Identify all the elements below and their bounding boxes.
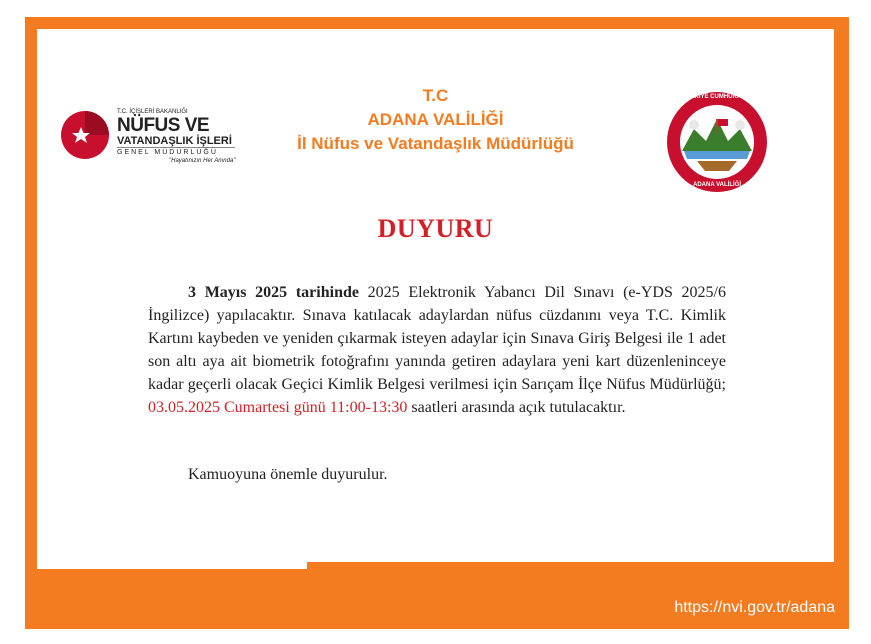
adana-valiligi-seal bbox=[664, 89, 770, 195]
seal-top-text: TÜRKİYE CUMHURİYETİ bbox=[682, 94, 752, 100]
header-tc: T.C bbox=[422, 86, 449, 105]
announcement-date: 3 Mayıs 2025 tarihinde bbox=[188, 284, 359, 301]
logo-slogan: "Hayatınızın Her Anında" bbox=[169, 158, 236, 164]
footer-white-strip bbox=[37, 557, 307, 569]
orange-frame bbox=[25, 17, 849, 629]
adana-seal-icon bbox=[664, 89, 770, 195]
announcement-panel bbox=[37, 29, 834, 562]
seal-bottom-text: ADANA VALİLİĞİ bbox=[693, 182, 741, 188]
announcement-paragraph bbox=[148, 281, 726, 419]
announcement-title: DUYURU bbox=[377, 214, 494, 243]
header-directorate: İl Nüfus ve Vatandaşlık Müdürlüğü bbox=[297, 134, 574, 153]
announcement-highlight: 03.05.2025 Cumartesi günü 11:00-13:30 bbox=[148, 399, 408, 416]
logo-name-2: VATANDAŞLIK İŞLERİ bbox=[117, 135, 232, 147]
announcement-text-2: saatleri arasında açık tutulacaktır. bbox=[407, 399, 626, 416]
footer-url[interactable]: https://nvi.gov.tr/adana bbox=[674, 599, 835, 616]
closing-text: Kamuoyuna önemle duyurulur. bbox=[188, 466, 388, 483]
logo-name-1: NÜFUS VE bbox=[117, 115, 210, 136]
logo-ministry: T.C. İÇİŞLERİ BAKANLIĞI bbox=[117, 109, 188, 115]
logo-name-3: GENEL MÜDÜRLÜĞÜ bbox=[117, 147, 235, 157]
announcement-text-1: 2025 Elektronik Yabancı Dil Sınavı (e-YDS 2025/6 İngilizce) yapılacaktır. Sınava katılacak adaylardan nüfus cüzdanını veya T.C. Kimlik Kartını kaybeden ve yeniden çıkarmak isteyen adaylar için Sınava Giriş Belgesi ile 1 adet son altı aya ait biometrik fotoğrafını yanında getiren adaylara yeni kart düzenleninceye kadar geçerli olacak Geçici Kimlik Belgesi verilmesi için Sarıçam İlçe Nüfus Müdürlüğü; bbox=[148, 284, 726, 393]
announcement-body bbox=[148, 281, 726, 419]
header-governorship: ADANA VALİLİĞİ bbox=[367, 110, 504, 129]
